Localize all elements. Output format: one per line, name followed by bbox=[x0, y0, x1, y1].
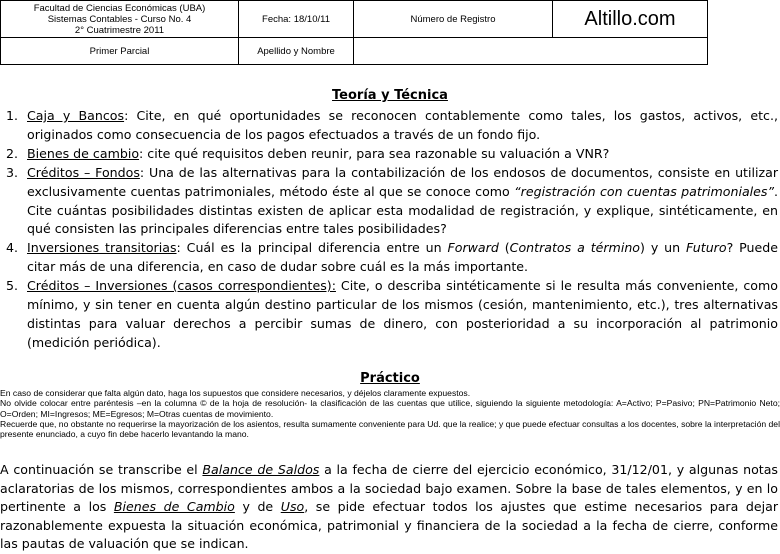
item-text: : Una de las alternativas para la contabilización de los endosos de documentos, consiste en utilizar exclusivamente cuentas patrimoniales, método éste al que se conoce como bbox=[27, 164, 779, 199]
para-emphasis: Uso bbox=[280, 499, 305, 515]
item-title: Bienes de cambio bbox=[27, 145, 140, 161]
item-text: Cite, o describa sintéticamente si le resulta más conveniente, como mínimo, y sin tener en cuenta algún destino particular de los mismos (cesión, mantenimiento, etc.), tres alternativas distintas para valuar derechos a percibir sumas de dinero, con posterioridad a su incorporación al patrimonio (medición periódica). bbox=[27, 278, 778, 350]
item-text: : cite qué requisitos deben reunir, para sea razonable su valuación a VNR? bbox=[139, 145, 610, 161]
item-text: : Cuál es la principal diferencia entre un bbox=[176, 240, 448, 256]
item-number: 2. bbox=[6, 145, 19, 161]
exam-cell: Primer Parcial bbox=[1, 38, 239, 65]
list-item bbox=[0, 239, 778, 277]
list-item bbox=[0, 145, 778, 164]
para-text: , se pide efectuar todos los ajustes que estime necesarios para dejar razonablemente expuesta la situación económica, patrimonial y financiera de la sociedad a la fecha de cierre, conforme las pautas de valuación que se indican. bbox=[0, 499, 778, 552]
name-field-cell[interactable] bbox=[354, 38, 708, 65]
note-line: No olvide colocar entre paréntesis –en la columna © de la hoja de resolución- la clasificación de las cuentas que utilice, siguiendo la siguiente metodología: A=Activo; P=Pasivo; PN=Patrimonio Neto; O=Orden; MI=Ingresos; ME=Egresos; M=Otras cuentas de movimiento. bbox=[0, 398, 780, 419]
item-text: . Cite cuántas posibilidades distintas existen de aplicar esta modalidad de registración, y explique, sintéticamente, en qué consisten las principales diferencias entre tales posibilidades? bbox=[27, 183, 779, 237]
registro-cell: Número de Registro bbox=[354, 1, 553, 38]
practice-paragraph bbox=[0, 461, 778, 554]
institution-line: Facultad de Ciencias Económicas (UBA) bbox=[33, 2, 206, 14]
institution-cell bbox=[1, 1, 239, 38]
item-text: ( bbox=[498, 240, 510, 256]
item-italic: Forward bbox=[447, 240, 499, 256]
para-emphasis: Bienes de Cambio bbox=[113, 499, 235, 515]
date-cell: Fecha: 18/10/11 bbox=[239, 1, 354, 38]
item-number: 5. bbox=[6, 278, 19, 294]
note-line: En caso de considerar que falta algún dato, haga los supuestos que considere necesarios, y déjelos claramente expuestos. bbox=[0, 388, 471, 398]
item-italic: Contratos a término bbox=[509, 240, 641, 256]
item-italic: Futuro bbox=[686, 240, 727, 256]
item-italic: “registración con cuentas patrimoniales” bbox=[514, 183, 774, 199]
header-table bbox=[0, 0, 708, 65]
theory-list bbox=[0, 107, 778, 353]
item-text: ) y un bbox=[640, 240, 687, 256]
item-text: ? Puede citar más de una diferencia, en caso de dudar sobre cuál es la más importante. bbox=[27, 240, 779, 275]
list-item bbox=[0, 107, 778, 145]
theory-title: Teoría y Técnica bbox=[332, 88, 448, 103]
institution-line: Sistemas Contables - Curso No. 4 bbox=[47, 13, 192, 25]
para-text: y de bbox=[234, 499, 281, 515]
list-item bbox=[0, 164, 778, 240]
para-text: A continuación se transcribe el bbox=[0, 462, 203, 477]
item-text: : Cite, en qué oportunidades se reconocen contablemente como tales, los gastos, activos, etc., originados como consecuencia de los pagos efectuados a través de un fondo fijo. bbox=[27, 108, 778, 142]
institution-line: 2° Cuatrimestre 2011 bbox=[74, 24, 165, 36]
item-number: 1. bbox=[6, 108, 19, 123]
item-number: 3. bbox=[6, 164, 19, 180]
list-item bbox=[0, 277, 778, 353]
logo-cell: Altillo.com bbox=[553, 1, 708, 38]
note-line: Recuerde que, no obstante no requerirse la mayorización de los asientos, resulta sumamente conveniente para Ud. que la realice; y que puede efectuar consultas a los docentes, sobre la interpretación del presente enunciado, a cuyo fin debe hacerlo levantando la mano. bbox=[0, 418, 780, 440]
para-emphasis: Balance de Saldos bbox=[202, 462, 320, 477]
item-title: Créditos – Fondos bbox=[27, 164, 140, 180]
practice-title: Práctico bbox=[360, 371, 420, 386]
practice-notes bbox=[0, 388, 780, 439]
para-text: a la fecha de cierre del ejercicio económico, 31/12/01, y algunas notas aclaratorias de los mismos, correspondientes ambos a la sociedad bajo examen. Sobre la base de tales elementos, y en lo pertinente a los bbox=[0, 462, 778, 515]
item-title: Créditos – Inversiones (casos correspondientes): bbox=[27, 278, 336, 294]
name-label-cell: Apellido y Nombre bbox=[239, 38, 354, 65]
item-title: Caja y Bancos bbox=[27, 108, 125, 123]
item-number: 4. bbox=[6, 240, 19, 256]
item-title: Inversiones transitorias bbox=[27, 240, 177, 256]
